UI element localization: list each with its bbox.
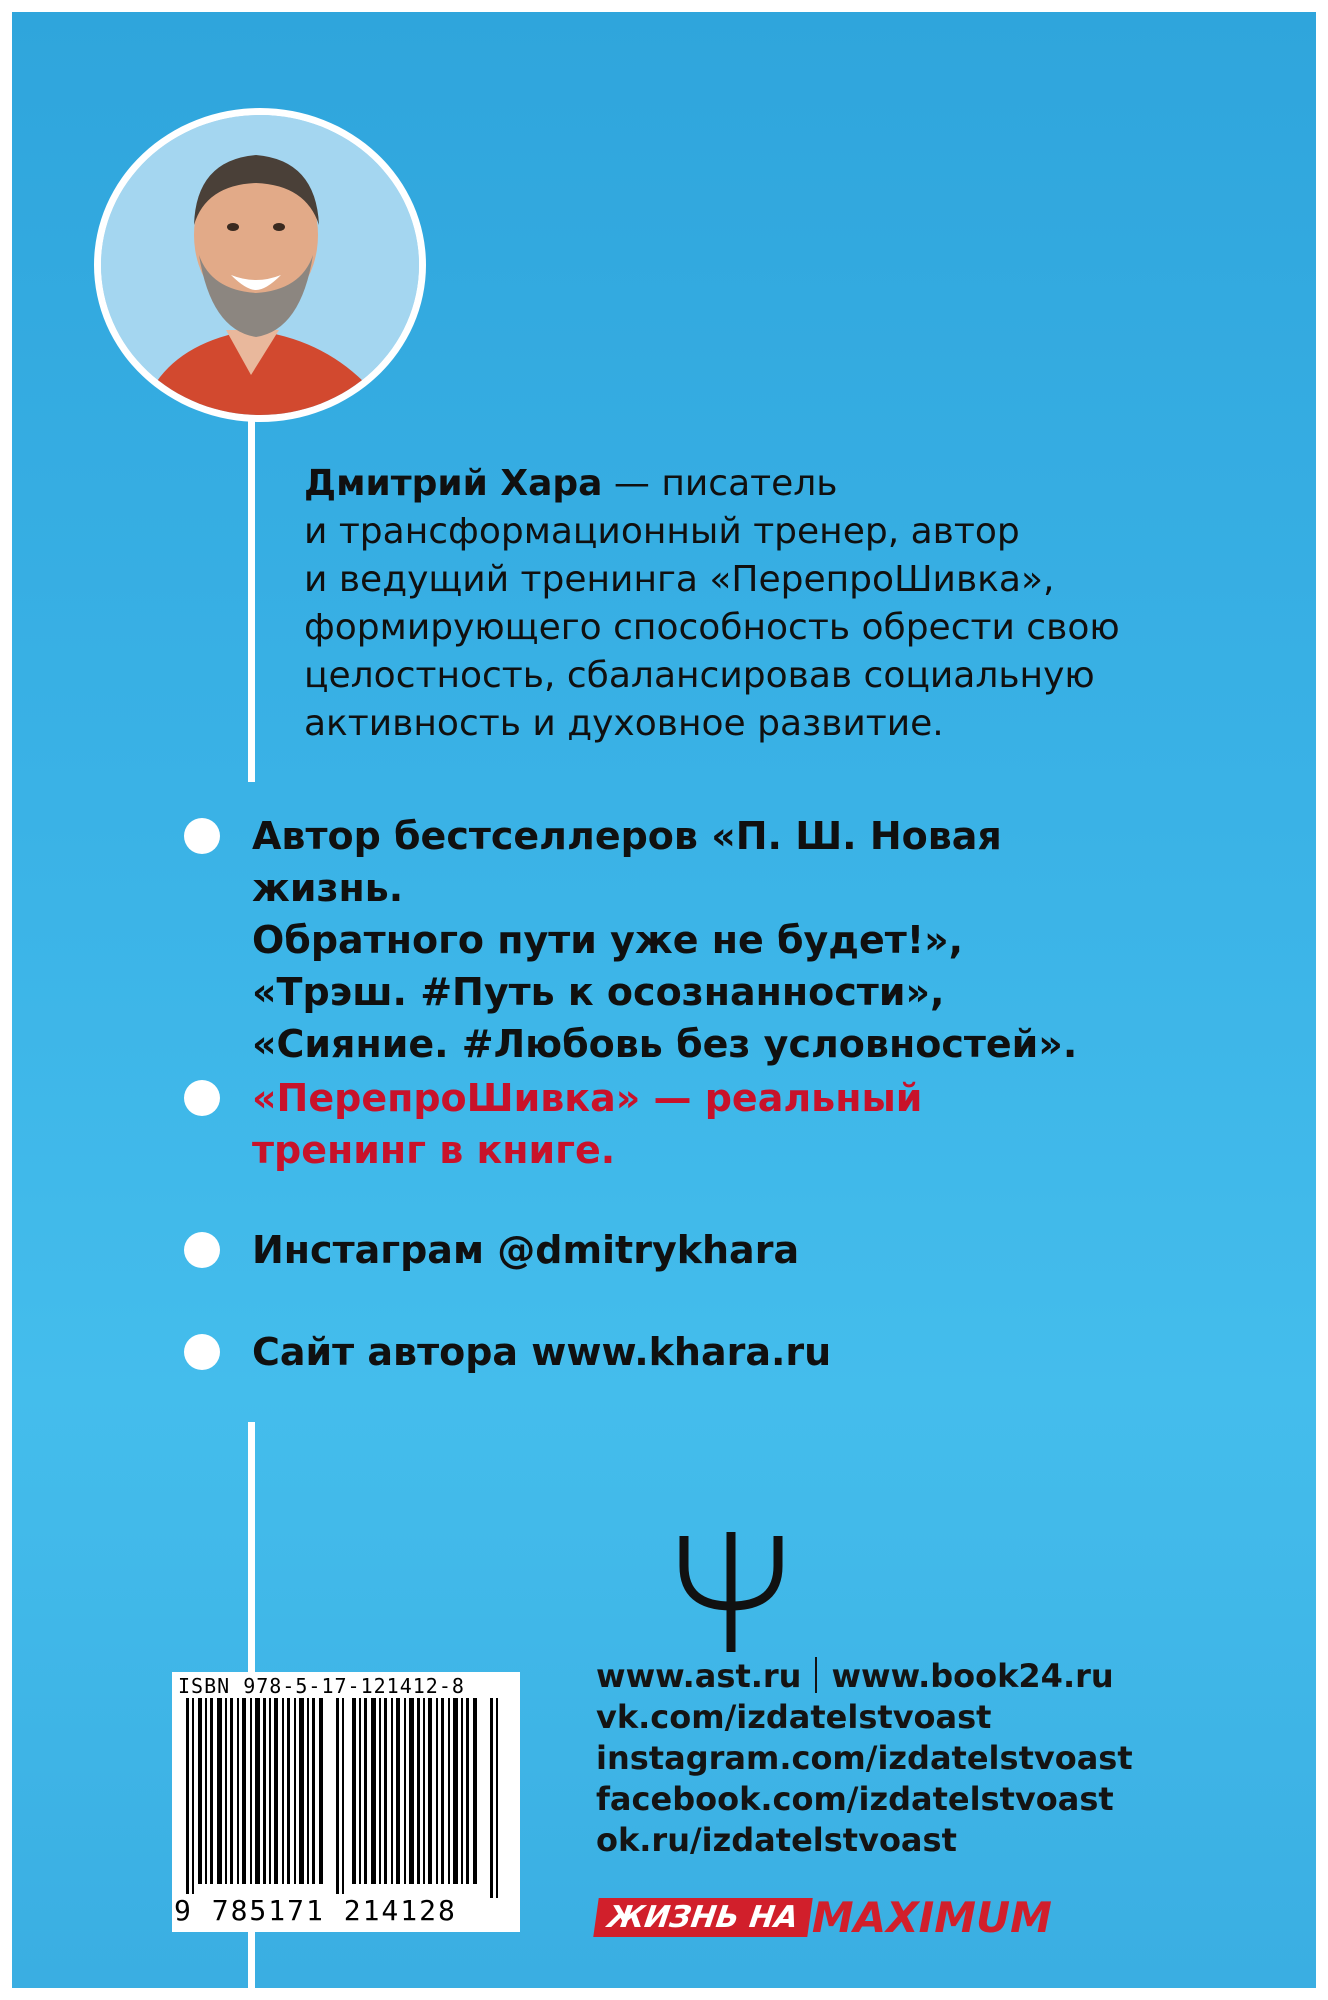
isbn-number: ISBN 978-5-17-121412-8 bbox=[178, 1674, 465, 1698]
publisher-links bbox=[596, 1656, 1133, 1861]
bio-line: целостность, сбалансировав социальную bbox=[304, 655, 1095, 696]
decorative-line-top bbox=[248, 392, 255, 782]
series-logo-left: ЖИЗНЬ НА bbox=[593, 1898, 812, 1937]
link-facebook[interactable]: facebook.com/izdatelstvoast bbox=[596, 1780, 1114, 1818]
link-ok[interactable]: ok.ru/izdatelstvoast bbox=[596, 1821, 957, 1859]
bio-line: и трансформационный тренер, автор bbox=[304, 511, 1020, 552]
author-name: Дмитрий Хара bbox=[304, 463, 603, 504]
series-logo bbox=[596, 1894, 1052, 1940]
author-website: Сайт автора www.khara.ru bbox=[252, 1330, 832, 1374]
bio-line: и ведущий тренинга «ПерепроШивка», bbox=[304, 559, 1055, 600]
book-back-cover bbox=[12, 12, 1316, 1988]
bio-line: Дмитрий Хара — писатель bbox=[304, 463, 838, 504]
isbn-barcode bbox=[172, 1672, 520, 1932]
instagram-handle: Инстаграм @dmitrykhara bbox=[252, 1228, 800, 1272]
bullet-dot bbox=[184, 818, 220, 854]
link-separator bbox=[815, 1657, 817, 1693]
bio-line: формирующего способность обрести свою bbox=[304, 607, 1120, 648]
author-bio bbox=[304, 460, 1204, 748]
bio-line: активность и духовное развитие. bbox=[304, 703, 944, 744]
barcode-bars bbox=[172, 1698, 520, 1908]
publisher-psi-logo-icon bbox=[676, 1532, 786, 1652]
training-tagline: «ПерепроШивка» — реальный тренинг в книге. bbox=[252, 1076, 923, 1172]
link-book24[interactable]: www.book24.ru bbox=[831, 1657, 1114, 1695]
series-logo-right: MAXIMUM bbox=[811, 1892, 1052, 1942]
barcode-digits: 9 785171 214128 bbox=[174, 1894, 457, 1927]
link-instagram[interactable]: instagram.com/izdatelstvoast bbox=[596, 1739, 1133, 1777]
bullet-dot bbox=[184, 1334, 220, 1370]
bullet-dot bbox=[184, 1080, 220, 1116]
author-photo bbox=[94, 108, 426, 422]
link-vk[interactable]: vk.com/izdatelstvoast bbox=[596, 1698, 992, 1736]
links-row bbox=[596, 1656, 1133, 1697]
bestsellers-list: Автор бестселлеров «П. Ш. Новая жизнь. Обратного пути уже не будет!», «Трэш. #Путь к осознанности», «Сияние. #Любовь без условностей». bbox=[252, 814, 1078, 1066]
link-ast[interactable]: www.ast.ru bbox=[596, 1657, 802, 1695]
bullet-dot bbox=[184, 1232, 220, 1268]
author-portrait-illustration bbox=[101, 115, 419, 415]
